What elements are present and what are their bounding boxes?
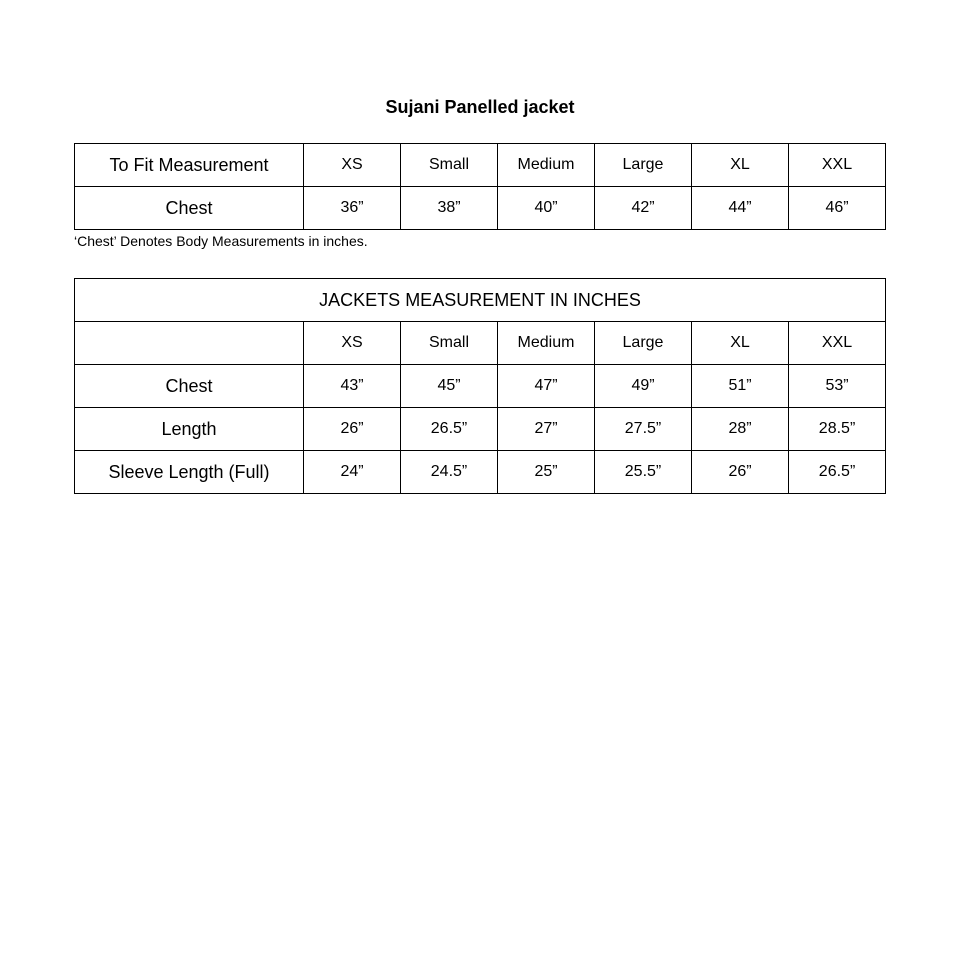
table-cell: 36” <box>304 187 401 230</box>
table-row <box>75 451 886 494</box>
header-cell-xs: XS <box>304 144 401 187</box>
header-cell-to-fit: To Fit Measurement <box>75 144 304 187</box>
table-row <box>75 187 886 230</box>
table-cell: 53” <box>789 365 886 408</box>
header-cell-large: Large <box>595 322 692 365</box>
jacket-measurement-table <box>74 278 886 494</box>
header-cell-small: Small <box>401 322 498 365</box>
table-cell: 49” <box>595 365 692 408</box>
header-cell-medium: Medium <box>498 144 595 187</box>
row-label-chest: Chest <box>75 187 304 230</box>
table-cell: 26” <box>304 408 401 451</box>
table-cell: 26.5” <box>401 408 498 451</box>
table-cell: 42” <box>595 187 692 230</box>
table-cell: 27.5” <box>595 408 692 451</box>
table-cell: 27” <box>498 408 595 451</box>
table-cell: 45” <box>401 365 498 408</box>
table-row <box>75 408 886 451</box>
table-cell: 38” <box>401 187 498 230</box>
table-cell: 28” <box>692 408 789 451</box>
header-cell-xl: XL <box>692 144 789 187</box>
row-label-chest: Chest <box>75 365 304 408</box>
table-cell: 43” <box>304 365 401 408</box>
header-cell-medium: Medium <box>498 322 595 365</box>
measurement-note: ‘Chest’ Denotes Body Measurements in inches. <box>74 233 368 249</box>
header-cell-xl: XL <box>692 322 789 365</box>
header-cell-empty <box>75 322 304 365</box>
row-label-length: Length <box>75 408 304 451</box>
table-cell: 26.5” <box>789 451 886 494</box>
table-row <box>75 365 886 408</box>
table-cell: 51” <box>692 365 789 408</box>
fit-size-table <box>74 143 886 230</box>
header-cell-large: Large <box>595 144 692 187</box>
table-cell: 40” <box>498 187 595 230</box>
table-cell: 24” <box>304 451 401 494</box>
table-cell: 25.5” <box>595 451 692 494</box>
table-cell: 25” <box>498 451 595 494</box>
header-cell-xxl: XXL <box>789 322 886 365</box>
table-cell: 24.5” <box>401 451 498 494</box>
table-cell: 26” <box>692 451 789 494</box>
table-heading-row <box>75 279 886 322</box>
header-cell-xs: XS <box>304 322 401 365</box>
header-cell-small: Small <box>401 144 498 187</box>
table-cell: 44” <box>692 187 789 230</box>
table-cell: 47” <box>498 365 595 408</box>
header-cell-xxl: XXL <box>789 144 886 187</box>
table-header-row <box>75 144 886 187</box>
table-cell: 28.5” <box>789 408 886 451</box>
table-header-row <box>75 322 886 365</box>
row-label-sleeve-length: Sleeve Length (Full) <box>75 451 304 494</box>
page-title: Sujani Panelled jacket <box>385 97 575 117</box>
table-cell: 46” <box>789 187 886 230</box>
table-heading: JACKETS MEASUREMENT IN INCHES <box>75 279 886 322</box>
